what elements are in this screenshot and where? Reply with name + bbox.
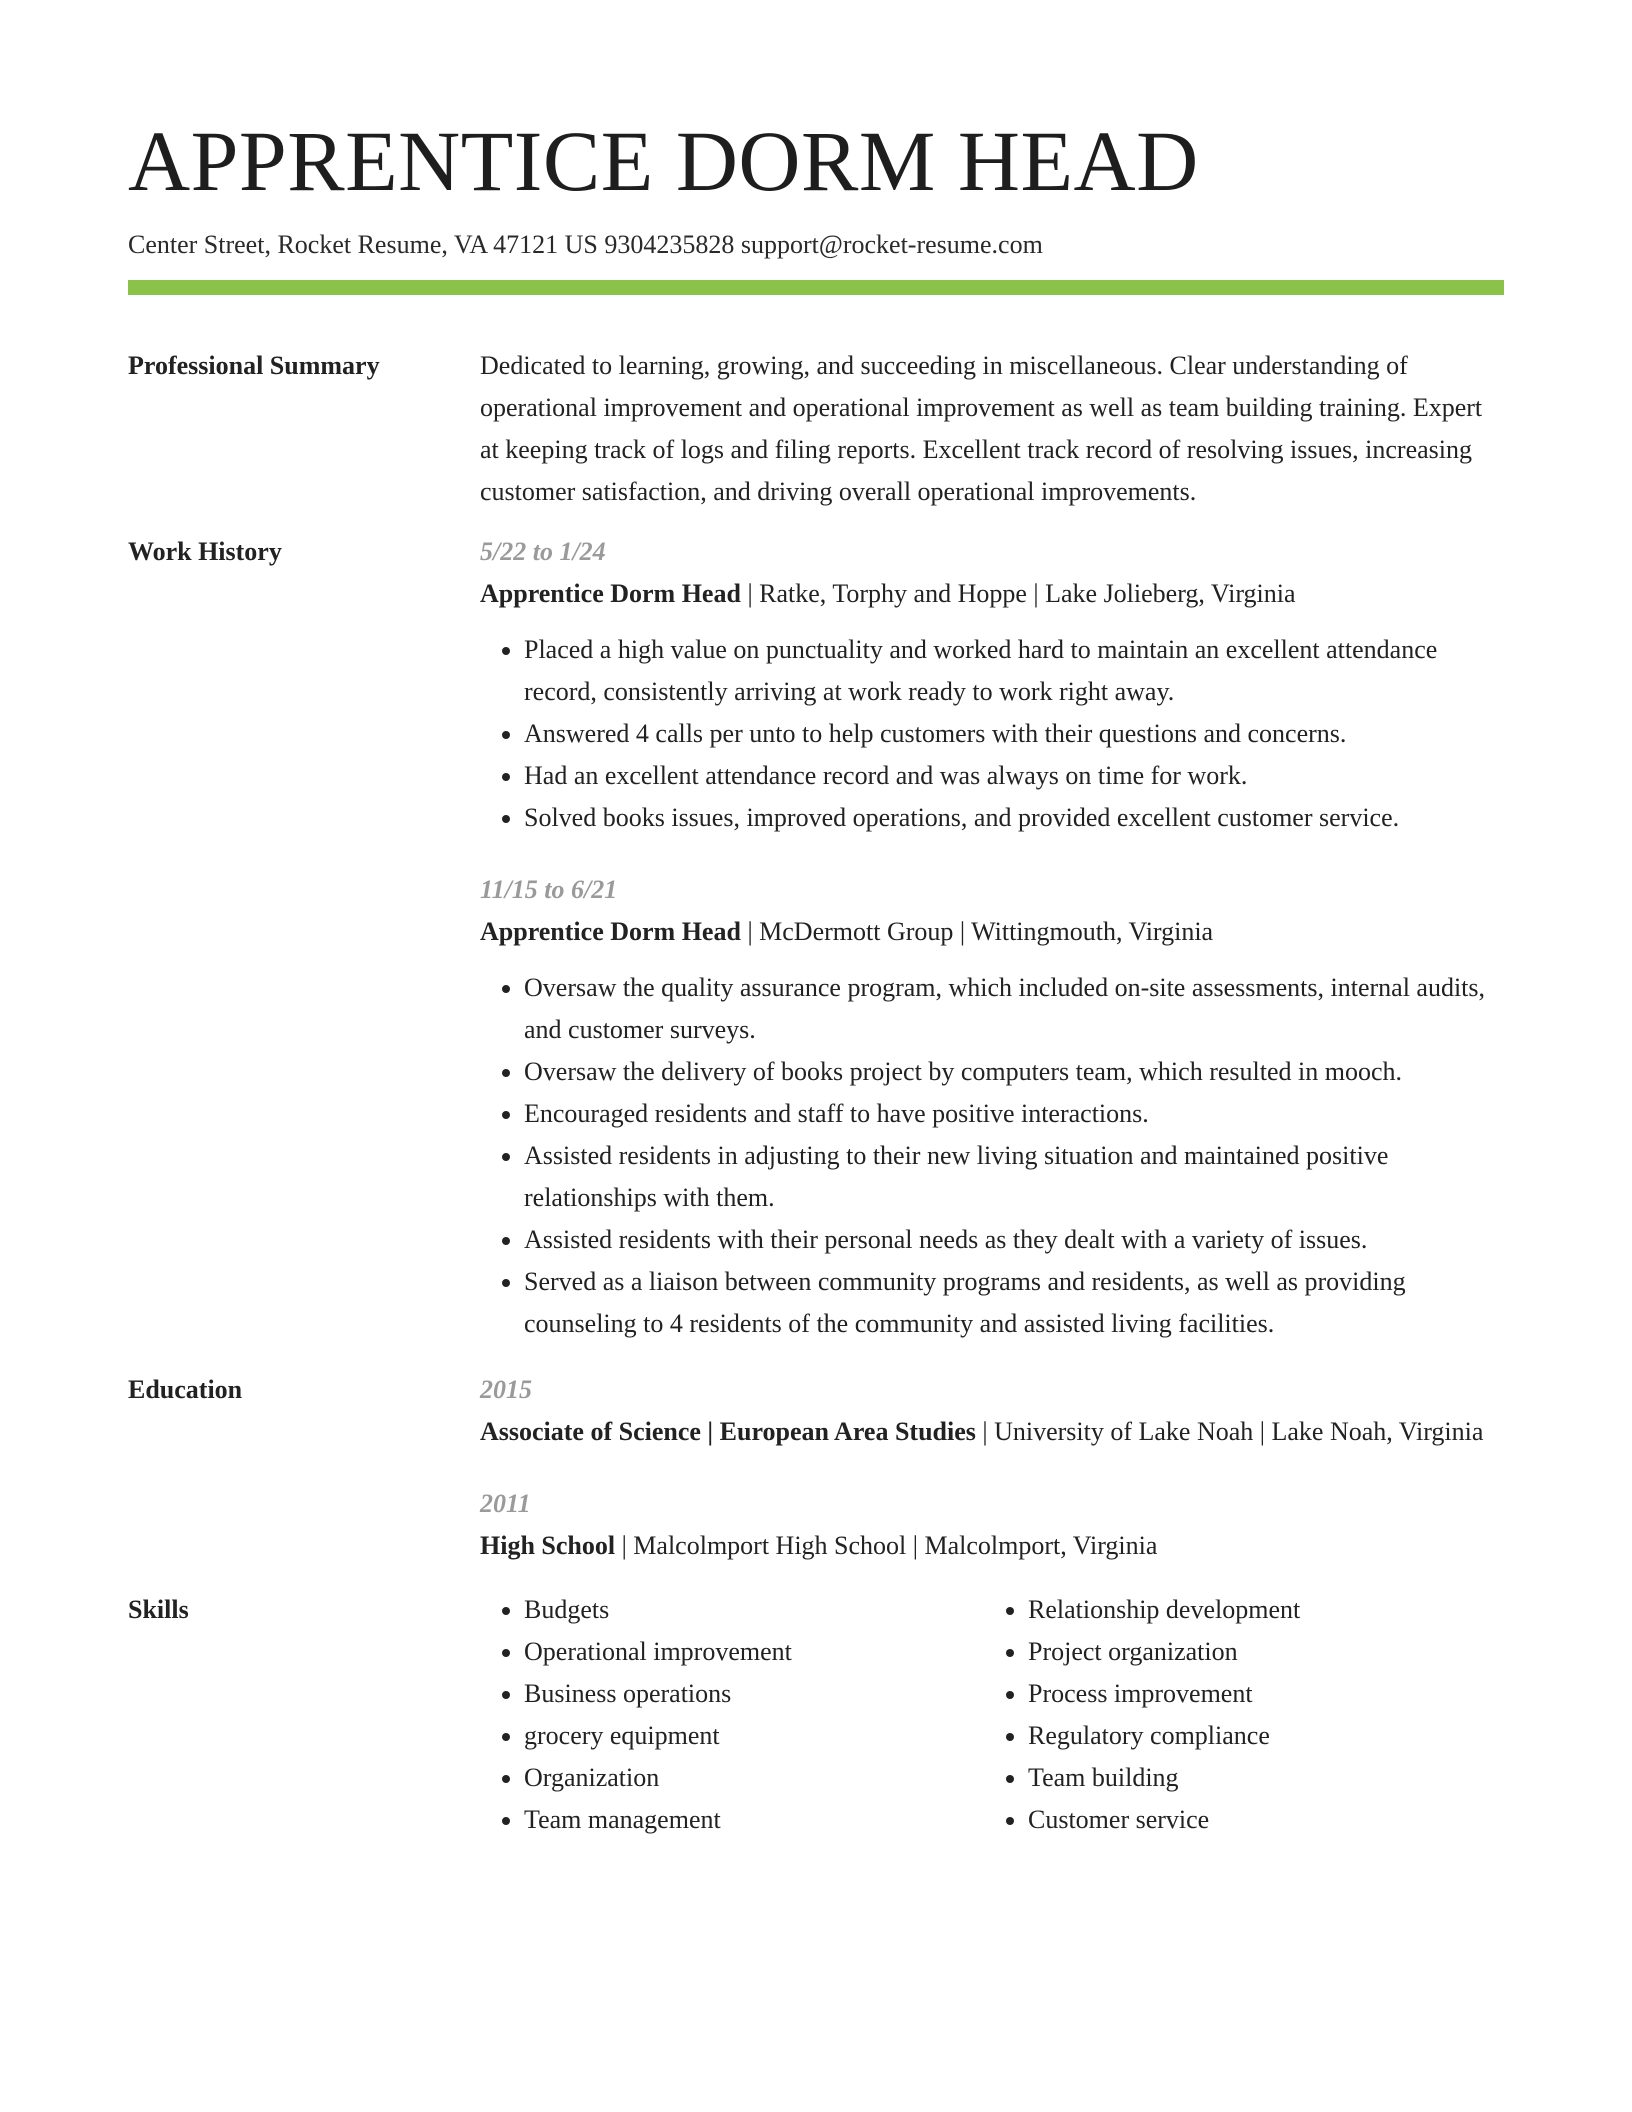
job-title-line: [480, 911, 1504, 953]
skills-section: [128, 1589, 1504, 1841]
education-details: | University of Lake Noah | Lake Noah, Virginia: [975, 1417, 1484, 1446]
list-item: • Regulatory compliance: [1028, 1715, 1488, 1757]
list-item: • Assisted residents in adjusting to their new living situation and maintained positive relationships with them.: [524, 1135, 1504, 1219]
section-label-summary: Professional Summary: [128, 351, 380, 380]
job-title: Apprentice Dorm Head: [480, 579, 741, 608]
list-item: • Assisted residents with their personal needs as they dealt with a variety of issues.: [524, 1219, 1504, 1261]
resume-name: APPRENTICE DORM HEAD: [128, 113, 1199, 209]
contact-line: Center Street, Rocket Resume, VA 47121 US 9304235828 support@rocket-resume.com: [128, 230, 1043, 259]
section-label-skills: Skills: [128, 1595, 189, 1624]
list-item: • Relationship development: [1028, 1589, 1488, 1631]
section-label-work: Work History: [128, 537, 282, 566]
list-item: • Answered 4 calls per unto to help customers with their questions and concerns.: [524, 713, 1504, 755]
skills-column-right: [984, 1589, 1488, 1841]
education-degree: High School: [480, 1531, 616, 1560]
education-year: 2011: [480, 1489, 531, 1518]
summary-section: [128, 345, 1504, 513]
list-item: • Process improvement: [1028, 1673, 1488, 1715]
list-item: • Served as a liaison between community programs and residents, as well as providing counseling to 4 residents of the community and assisted living facilities.: [524, 1261, 1504, 1345]
job-dates: 11/15 to 6/21: [480, 875, 618, 904]
education-line: [480, 1411, 1504, 1453]
list-item: • Solved books issues, improved operations, and provided excellent customer service.: [524, 797, 1504, 839]
list-item: • Budgets: [524, 1589, 984, 1631]
education-details: | Malcolmport High School | Malcolmport, Virginia: [615, 1531, 1158, 1560]
skills-body: [480, 1589, 1504, 1841]
list-item: • Organization: [524, 1757, 984, 1799]
skills-column-left: [480, 1589, 984, 1841]
job-entry: [480, 531, 1504, 839]
list-item: • Encouraged residents and staff to have positive interactions.: [524, 1093, 1504, 1135]
job-bullets: [480, 629, 1504, 839]
list-item: • Oversaw the quality assurance program, which included on-site assessments, internal audits, and customer surveys.: [524, 967, 1504, 1051]
work-history-section: [128, 531, 1504, 1345]
job-title: Apprentice Dorm Head: [480, 917, 741, 946]
section-label-education: Education: [128, 1375, 243, 1404]
job-entry: [480, 869, 1504, 1345]
education-line: [480, 1525, 1504, 1567]
list-item: • Had an excellent attendance record and was always on time for work.: [524, 755, 1504, 797]
education-entry: [480, 1483, 1504, 1567]
education-entry: [480, 1369, 1504, 1453]
list-item: • Team building: [1028, 1757, 1488, 1799]
list-item: • grocery equipment: [524, 1715, 984, 1757]
list-item: • Business operations: [524, 1673, 984, 1715]
job-details: | McDermott Group | Wittingmouth, Virginia: [740, 917, 1214, 946]
job-details: | Ratke, Torphy and Hoppe | Lake Jolieberg, Virginia: [740, 579, 1296, 608]
job-bullets: [480, 967, 1504, 1345]
job-dates: 5/22 to 1/24: [480, 537, 606, 566]
list-item: • Operational improvement: [524, 1631, 984, 1673]
work-history-body: [480, 531, 1504, 1345]
education-body: [480, 1369, 1504, 1567]
education-section: [128, 1369, 1504, 1567]
skills-grid: [480, 1589, 1504, 1841]
education-degree: Associate of Science | European Area Studies: [480, 1417, 976, 1446]
list-item: • Placed a high value on punctuality and worked hard to maintain an excellent attendance record, consistently arriving at work ready to work right away.: [524, 629, 1504, 713]
list-item: • Oversaw the delivery of books project by computers team, which resulted in mooch.: [524, 1051, 1504, 1093]
list-item: • Project organization: [1028, 1631, 1488, 1673]
list-item: • Customer service: [1028, 1799, 1488, 1841]
summary-text: Dedicated to learning, growing, and succeeding in miscellaneous. Clear understanding of operational improvement and operational improvement as well as team building training. Expert at keeping track of logs and filing reports. Excellent track record of resolving issues, increasing customer satisfaction, and driving overall operational improvements.: [480, 351, 1483, 506]
job-title-line: [480, 573, 1504, 615]
list-item: • Team management: [524, 1799, 984, 1841]
education-year: 2015: [480, 1375, 532, 1404]
accent-divider: [128, 280, 1504, 295]
